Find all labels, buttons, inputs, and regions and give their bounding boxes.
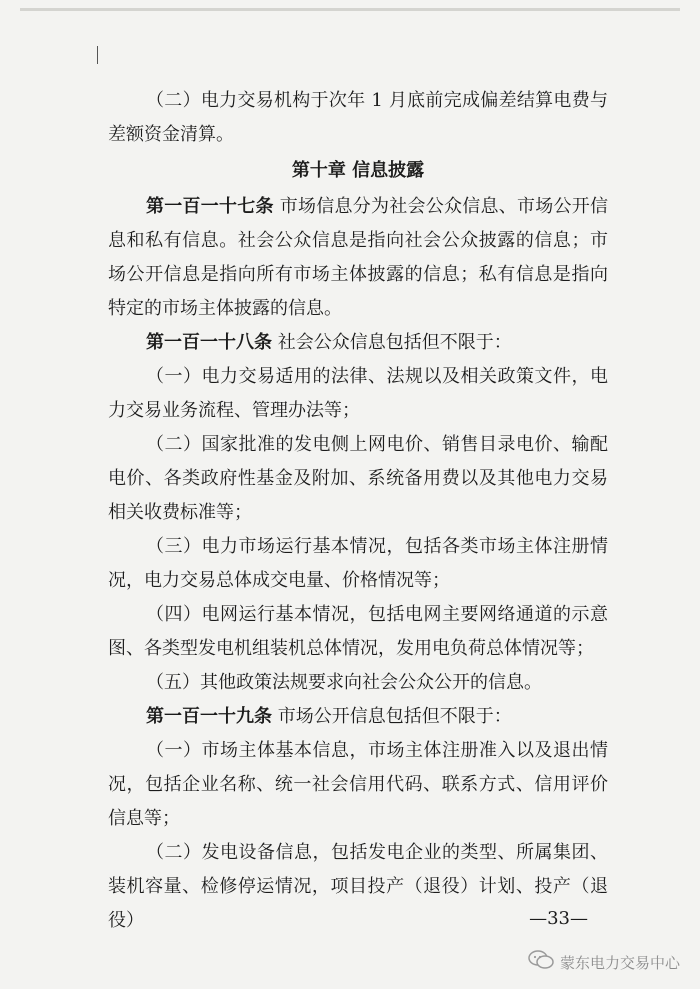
article-text: 市场公开信息包括但不限于： — [272, 706, 512, 727]
page-number: —33— — [529, 908, 588, 929]
margin-mark — [97, 46, 98, 64]
article-text: 市场信息分为社会公众信息、市场公开信息和私有信息。社会公众信息是指向社会公众披露的信息；市场公开信息是指向所有市场主体披露的信息；私有信息是指向特定的市场主体披露的信息。 — [108, 196, 608, 319]
scan-edge-line — [20, 8, 680, 11]
list-item: （五）其他政策法规要求向社会公众公开的信息。 — [146, 672, 542, 693]
wechat-icon — [528, 950, 554, 974]
watermark — [528, 950, 680, 974]
chapter-heading: 第十章 信息披露 — [291, 160, 425, 181]
article-label: 第一百一十八条 — [146, 332, 272, 353]
article-117 — [108, 190, 608, 326]
document-body — [108, 84, 608, 938]
article-118 — [108, 326, 608, 360]
article-label: 第一百一十九条 — [146, 706, 272, 727]
article-119 — [108, 700, 608, 734]
list-item: （一）市场主体基本信息，市场主体注册准入以及退出情况，包括企业名称、统一社会信用代码、联系方式、信用评价信息等； — [108, 740, 608, 829]
watermark-text: 蒙东电力交易中心 — [559, 953, 680, 972]
list-item: （二）国家批准的发电侧上网电价、销售目录电价、输配电价、各类政府性基金及附加、系统备用费以及其他电力交易相关收费标准等； — [108, 434, 608, 523]
article-label: 第一百一十七条 — [146, 196, 274, 217]
paragraph-settlement: （二）电力交易机构于次年 1 月底前完成偏差结算电费与差额资金清算。 — [108, 90, 608, 145]
list-item: （三）电力市场运行基本情况，包括各类市场主体注册情况，电力交易总体成交电量、价格情况等； — [108, 536, 608, 591]
list-item: （二）发电设备信息，包括发电企业的类型、所属集团、装机容量、检修停运情况，项目投产（退役）计划、投产（退役） — [108, 842, 608, 931]
article-text: 社会公众信息包括但不限于： — [272, 332, 512, 353]
list-item: （一）电力交易适用的法律、法规以及相关政策文件，电力交易业务流程、管理办法等； — [108, 366, 608, 421]
list-item: （四）电网运行基本情况，包括电网主要网络通道的示意图、各类型发电机组装机总体情况，发用电负荷总体情况等； — [108, 604, 608, 659]
